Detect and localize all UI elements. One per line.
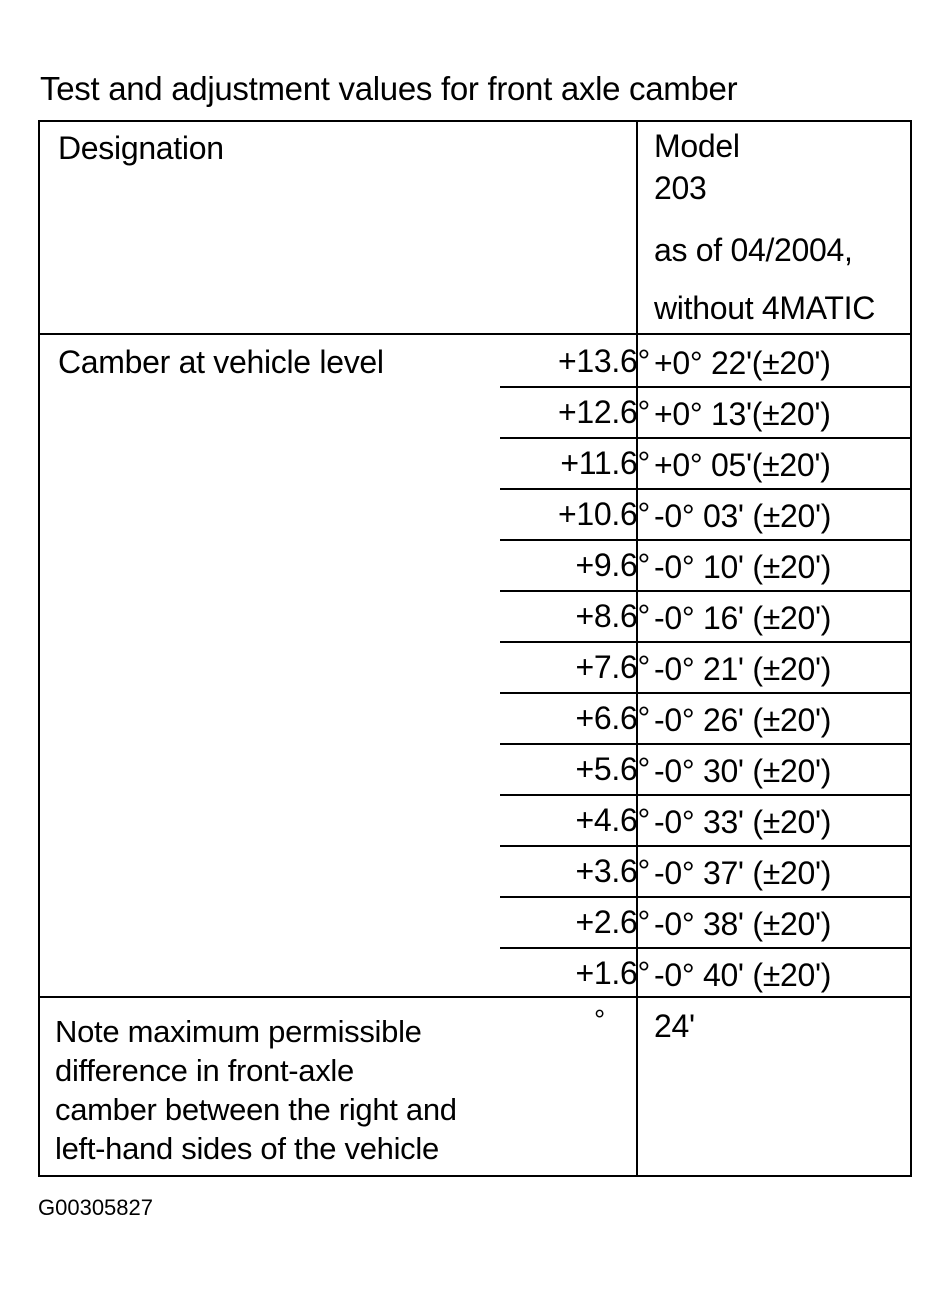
camber-angle: +3.6° <box>575 853 650 889</box>
camber-angle: +6.6° <box>575 700 650 736</box>
row-divider <box>500 641 912 643</box>
table-border-right <box>910 120 912 1177</box>
header-model-line2: 203 <box>654 170 707 206</box>
table-border-left <box>38 120 40 1177</box>
row-divider <box>500 743 912 745</box>
note-line-1: Note maximum permissible <box>55 1014 422 1049</box>
note-value: 24' <box>654 1008 695 1044</box>
header-divider <box>38 333 912 335</box>
table-border-bottom <box>38 1175 912 1177</box>
header-model-line3: as of 04/2004, <box>654 232 853 268</box>
note-line-3: camber between the right and <box>55 1092 457 1127</box>
camber-angle: +5.6° <box>575 751 650 787</box>
row-divider <box>500 488 912 490</box>
row-divider <box>500 386 912 388</box>
camber-value: +0° 05'(±20') <box>654 447 831 483</box>
camber-angle: +8.6° <box>575 598 650 634</box>
camber-value: -0° 30' (±20') <box>654 753 832 789</box>
camber-angle: +1.6° <box>575 955 650 991</box>
note-line-4: left-hand sides of the vehicle <box>55 1131 439 1166</box>
row-divider <box>500 794 912 796</box>
camber-angle: +10.6° <box>558 496 650 532</box>
camber-value: +0° 22'(±20') <box>654 345 831 381</box>
camber-value: -0° 38' (±20') <box>654 906 832 942</box>
row-divider <box>500 896 912 898</box>
page-title: Test and adjustment values for front axle camber <box>40 70 738 107</box>
table-border-top <box>38 120 912 122</box>
row-divider <box>500 539 912 541</box>
camber-angle: +2.6° <box>575 904 650 940</box>
camber-label: Camber at vehicle level <box>58 344 384 380</box>
camber-angle: +4.6° <box>575 802 650 838</box>
camber-value: -0° 10' (±20') <box>654 549 832 585</box>
camber-value: -0° 33' (±20') <box>654 804 832 840</box>
camber-angle: +7.6° <box>575 649 650 685</box>
row-divider <box>500 590 912 592</box>
row-divider <box>500 692 912 694</box>
header-model-line4: without 4MATIC <box>654 290 876 326</box>
header-model-line1: Model <box>654 128 740 164</box>
row-divider <box>500 437 912 439</box>
camber-value: +0° 13'(±20') <box>654 396 831 432</box>
camber-angle: +12.6° <box>558 394 650 430</box>
camber-angle: +13.6° <box>558 343 650 379</box>
note-divider <box>38 996 912 998</box>
row-divider <box>500 947 912 949</box>
camber-value: -0° 40' (±20') <box>654 957 832 993</box>
note-text <box>55 1012 525 1168</box>
note-unit: ° <box>594 1004 605 1035</box>
camber-value: -0° 26' (±20') <box>654 702 832 738</box>
camber-table <box>38 120 912 1177</box>
note-line-2: difference in front-axle <box>55 1053 354 1088</box>
camber-value: -0° 37' (±20') <box>654 855 832 891</box>
row-divider <box>500 845 912 847</box>
camber-angle: +11.6° <box>560 445 650 481</box>
header-designation: Designation <box>58 130 224 166</box>
camber-value: -0° 16' (±20') <box>654 600 832 636</box>
camber-value: -0° 21' (±20') <box>654 651 832 687</box>
figure-id: G00305827 <box>38 1195 153 1220</box>
camber-value: -0° 03' (±20') <box>654 498 832 534</box>
camber-angle: +9.6° <box>575 547 650 583</box>
